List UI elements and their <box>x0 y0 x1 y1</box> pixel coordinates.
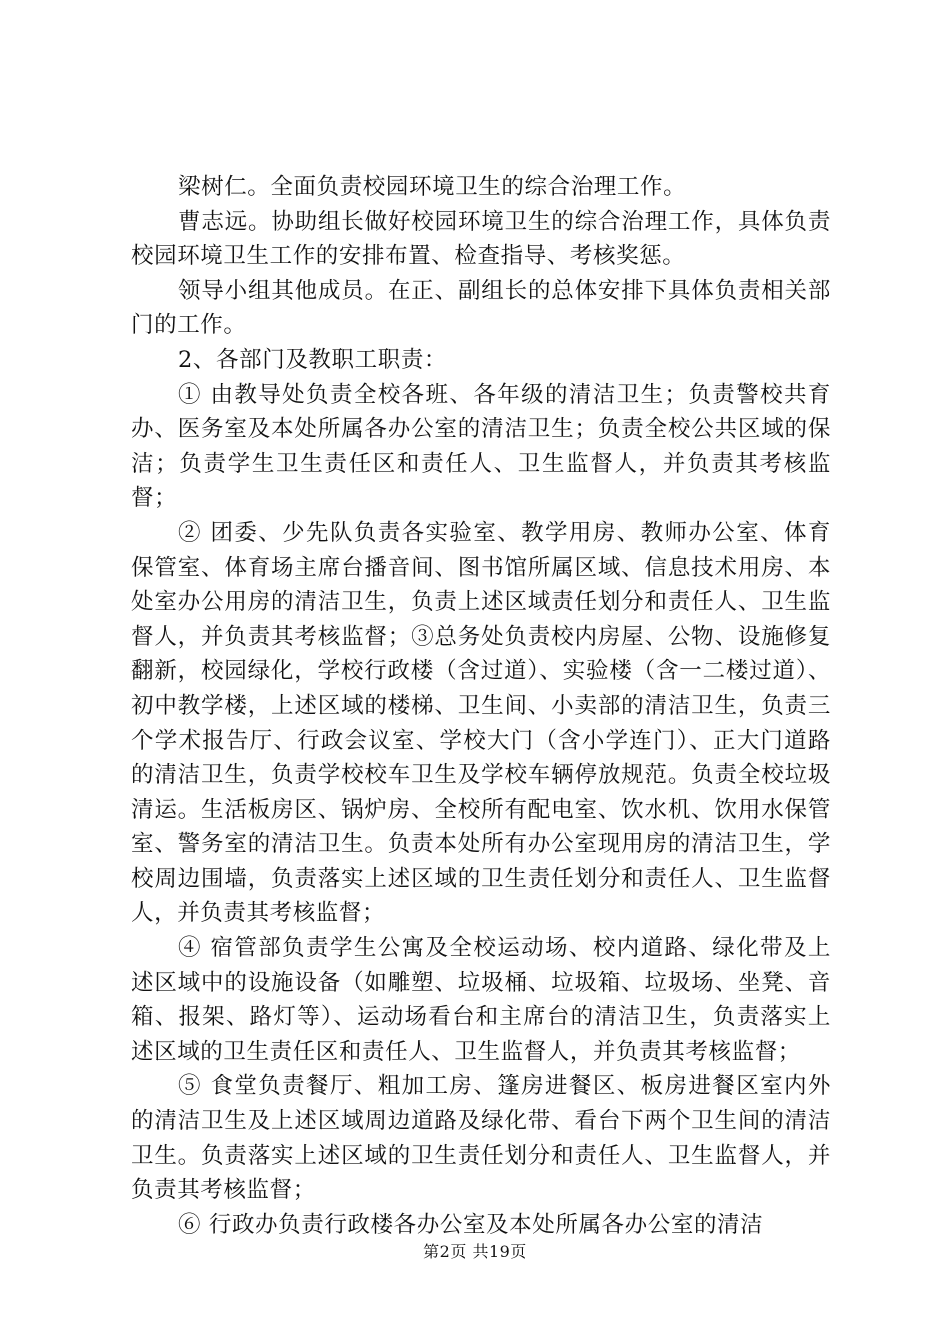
paragraph-duty-6: ⑥ 行政办负责行政楼各办公室及本处所属各办公室的清洁 <box>178 1211 764 1238</box>
paragraph-other-members: 领导小组其他成员。在正、副组长的总体安排下具体负责相关部门的工作。 <box>131 277 831 339</box>
paragraph-duty-2-3: ② 团委、少先队负责各实验室、教学用房、教师办公室、体育保管室、体育场主席台播音间、图书馆所属区域、信息技术用房、本处室办公用房的清洁卫生，负责上述区域责任划分和责任人、卫生监督人，并负责其考核监督；③总务处负责校内房屋、公物、设施修复翻新，校园绿化，学校行政楼（含过道）、实验楼（含一二楼过道）、初中教学楼，上述区域的楼梯、卫生间、小卖部的清洁卫生，负责三个学术报告厅、行政会议室、学校大门（含小学连门）、正大门道路的清洁卫生，负责学校校车卫生及学校车辆停放规范。负责全校垃圾清运。生活板房区、锅炉房、全校所有配电室、饮水机、饮用水保管室、警务室的清洁卫生。负责本处所有办公室现用房的清洁卫生，学校周边围墙，负责落实上述区域的卫生责任划分和责任人、卫生监督人，并负责其考核监督； <box>131 519 831 927</box>
page-footer <box>0 1242 950 1262</box>
paragraph-duty-5: ⑤ 食堂负责餐厅、粗加工房、篷房进餐区、板房进餐区室内外的清洁卫生及上述区域周边道路及绿化带、看台下两个卫生间的清洁卫生。负责落实上述区域的卫生责任划分和责任人、卫生监督人，并负责其考核监督； <box>131 1073 831 1204</box>
section-heading-duties: 2、各部门及教职工职责： <box>178 346 448 373</box>
paragraph-leader: 梁树仁。全面负责校园环境卫生的综合治理工作。 <box>178 174 687 200</box>
paragraph-deputy-leader: 曹志远。协助组长做好校园环境卫生的综合治理工作，具体负责校园环境卫生工作的安排布置、检查指导、考核奖惩。 <box>131 208 831 270</box>
document-body <box>131 170 831 1242</box>
paragraph-duty-4: ④ 宿管部负责学生公寓及全校运动场、校内道路、绿化带及上述区域中的设施设备（如雕塑、垃圾桶、垃圾箱、垃圾场、坐凳、音箱、报架、路灯等）、运动场看台和主席台的清洁卫生，负责落实上述区域的卫生责任区和责任人、卫生监督人，并负责其考核监督； <box>131 935 831 1065</box>
page-number-label: 第2页 共19页 <box>423 1242 527 1261</box>
paragraph-duty-1: ① 由教导处负责全校各班、各年级的清洁卫生；负责警校共育办、医务室及本处所属各办公室的清洁卫生；负责全校公共区域的保洁；负责学生卫生责任区和责任人、卫生监督人，并负责其考核监督； <box>131 381 831 512</box>
